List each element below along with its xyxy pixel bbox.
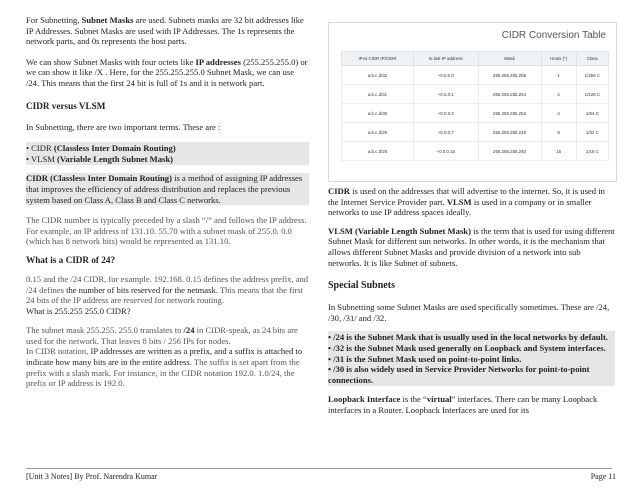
footer-left-text: [Unit 3 Notes] By Prof. Narendra Kumar <box>26 472 158 481</box>
table-cell: a.b.c.d/31 <box>342 85 414 104</box>
table-cell: 255.255.255.255 <box>478 66 541 85</box>
table-cell: a.b.c.d/28 <box>342 142 414 161</box>
table-header-row <box>342 52 609 66</box>
footer-rule <box>26 468 612 469</box>
table-row <box>342 66 609 85</box>
table-header: Mask <box>478 52 541 66</box>
text-bold: IP addresses <box>195 56 241 67</box>
text: We can show Subnet Masks with four octets like <box>26 56 196 67</box>
text-bold: /24 <box>183 325 195 336</box>
table-header: Hosts (*) <box>541 52 576 66</box>
table-cell: 1/256 C <box>576 66 608 85</box>
bullet-24: • /24 is the Subnet Mask that is usually used in the local networks by default. <box>328 332 608 343</box>
para-question: What is 255.255 255.0 CIDR? <box>26 305 131 316</box>
text-emph: the number of bits reserved for the netmask <box>66 284 216 295</box>
table-cell: 8 <box>541 123 576 142</box>
text: is used in a company or in smaller networks to use IP address spaces ideally. <box>328 196 592 218</box>
bullet-cidr <box>26 143 309 154</box>
text: is a method of assigning IP addresses that improves the efficiency of address distribution and replaces the previous system based on Class A, Class B and Class C networks. <box>26 173 303 205</box>
table-cell: 255.255.255.254 <box>478 85 541 104</box>
text-emph: IP addresses are written as a prefix, and a suffix is attached to indicate how many bits are in the entire address <box>26 346 303 368</box>
text: is the term that is used for using different Subnet Mask for different sun networks. In other words, it is the mechanism that allows different Subnet Masks and provide division of a network into sub networks. It is like Subnet of subnets. <box>328 225 615 268</box>
table-cell: 1/16 C <box>576 142 608 161</box>
text: In CIDR notation, <box>26 346 91 357</box>
table-cell: 1/128 C <box>576 85 608 104</box>
table-header: Class <box>576 52 608 66</box>
table-cell: 1/64 C <box>576 104 608 123</box>
bullet-vlsm <box>26 154 309 165</box>
text: The subnet mask 255.255. 255.0 translates to <box>26 325 184 336</box>
text-bold: Subnet Masks <box>81 15 134 25</box>
para-translate <box>26 325 309 346</box>
text: • VLSM <box>26 153 58 164</box>
table-cell: 1 <box>541 66 576 85</box>
text: is used on the addresses that will advertise to the internet. So, it is used in the Internet Service Provider part. <box>328 186 605 207</box>
table-cell: +0.0.0.1 <box>413 85 478 104</box>
para-vlsm-definition <box>328 226 615 268</box>
text-bold: (Classless Inter Domain Routing) <box>53 143 176 154</box>
heading-cidr-vs-vlsm: CIDR versus VLSM <box>26 100 106 111</box>
text-bold: VLSM <box>446 196 472 207</box>
para-octets <box>26 57 309 89</box>
bullet-31: • /31 is the Subnet Mask used on point-to-point links. <box>328 353 522 364</box>
table-cell: 1/32 C <box>576 123 608 142</box>
para-special-intro: In Subnetting some Subnet Masks are used specifically sometimes. These are /24, /30, /31/ and /32. <box>328 302 610 323</box>
text-bold: VLSM (Variable Length Subnet Mask) <box>328 225 471 236</box>
table-cell: 255.255.255.248 <box>478 123 541 142</box>
para-two-terms: In Subnetting, there are two important terms. These are : <box>26 121 221 132</box>
text: . This means that the first 24 bits of the IP address are reserved for network routing. <box>26 284 303 306</box>
text: . The suffix is set apart from the prefix with a slash mark. For instance, in the CIDR notation 192.0. 1.0/24, the prefix or IP address is 192.0. <box>26 357 300 389</box>
para-cidr-usage <box>328 186 615 218</box>
para-cidr-number: The CIDR number is typically preceded by a slash “/” and follows the IP address. For example, an IP address of 131.10. 55.70 with a subnet mask of 255.0. 0.0 (which has 8 network bits) would be represented as 131.10. <box>26 215 307 247</box>
left-column <box>26 0 309 389</box>
text-bold: CIDR <box>328 186 350 196</box>
text: is the “ <box>400 394 427 405</box>
para-notation <box>26 346 309 388</box>
cidr-conversion-table <box>328 22 617 182</box>
heading-cidr-24: What is a CIDR of 24? <box>26 254 116 265</box>
table-title: CIDR Conversion Table <box>501 30 606 41</box>
text-bold: virtual <box>426 394 452 405</box>
para-cidr-definition <box>26 173 309 205</box>
table-cell: a.b.c.d/29 <box>342 123 414 142</box>
text: are used. Subnets masks are 32 bit addresses like IP Addresses. Subnet Masks are used with IP Addresses. The 1s represents the network parts, and 0s represents the host parts. <box>26 15 304 47</box>
para-cidr-example <box>26 274 309 306</box>
table-cell: +0.0.0.0 <box>413 66 478 85</box>
table-header: IPv4 CIDR IP/CIDR <box>342 52 414 66</box>
text: in CIDR-speak, as 24 bits are used for the network. That leaves 8 bits / 256 IPs for nodes. <box>26 325 298 346</box>
text: For Subnetting, <box>26 15 82 25</box>
table-row <box>342 85 609 104</box>
para-loopback <box>328 394 615 415</box>
bullet-30: • /30 is also widely used in Service Provider Networks for point-to-point connections. <box>328 364 590 385</box>
table-cell: +0.0.0.7 <box>413 123 478 142</box>
heading-special-subnets: Special Subnets <box>328 280 395 292</box>
text: • CIDR <box>26 143 54 154</box>
table-cell: 4 <box>541 104 576 123</box>
special-subnets-list <box>328 331 615 386</box>
table-row <box>342 123 609 142</box>
text-bold: (Variable Length Subnet Mask) <box>57 153 173 164</box>
text-bold: Loopback Interface <box>328 394 401 405</box>
right-column <box>328 186 615 416</box>
bullet-32: • /32 is the Subnet Mask used generally on Loopback and System interfaces. <box>328 342 606 353</box>
table-cell: 255.255.255.240 <box>478 142 541 161</box>
table-cell: +0.0.0.15 <box>413 142 478 161</box>
table-cell: 16 <box>541 142 576 161</box>
table-cell: 2 <box>541 85 576 104</box>
terms-list <box>26 142 309 165</box>
text: (255.255.255.0) or we can show it like /X . Here, for the 255.255.255.0 Subnet Mask, we can use /24. This means that the first 24 bit is full of 1s and it is network part. <box>26 56 308 88</box>
table-cell: 255.255.255.252 <box>478 104 541 123</box>
text: ” interfaces. There can be many Loopback interfaces in a Router. Loopback Interfaces are used for its <box>328 394 598 415</box>
table-row <box>342 142 609 161</box>
table-cell: a.b.c.d/30 <box>342 104 414 123</box>
cidr-grid <box>341 51 609 161</box>
text-bold: CIDR (Classless Inter Domain Routing) <box>26 173 172 184</box>
table-cell: +0.0.0.3 <box>413 104 478 123</box>
table-header: to last IP address <box>413 52 478 66</box>
page-number: Page 11 <box>590 472 616 481</box>
table-row <box>342 104 609 123</box>
table-cell: a.b.c.d/32 <box>342 66 414 85</box>
para-subnet-masks <box>26 15 309 47</box>
text: 0.15 and the /24 CIDR, for example. 192.168. 0.15 defines the address prefix, and /24 defines <box>26 273 309 295</box>
